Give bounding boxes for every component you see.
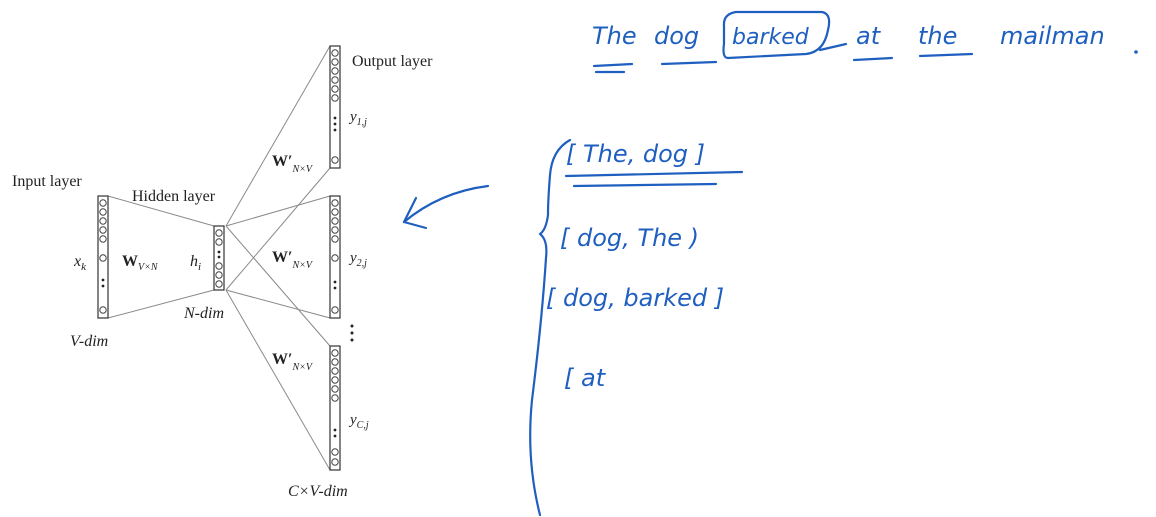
underline-dog [662,62,716,64]
output-vector-1 [330,46,340,168]
sentence-word-5: the [918,22,958,50]
output-vector-3 [330,346,340,470]
wire-hidden-out2-bottom [226,290,330,318]
network-diagram [12,46,433,500]
sentence-word-6: mailman [1000,22,1105,50]
sentence-word-3: barked [732,25,809,50]
underline-at [854,58,892,60]
input-dim-label: V-dim [70,333,109,350]
output-ellipsis [351,325,354,342]
wire-hidden-out2-top [226,196,330,226]
underline-pair-1a [566,172,742,176]
pair-3: [ dog, barked ] [546,284,725,312]
output-variable-2: $y_{2,j}$ [350,250,367,269]
input-variable: $x_k$ [74,253,86,273]
input-layer-label: Input layer [12,173,82,190]
wire-hidden-out1-top [226,46,330,226]
pair-4: [ at [564,364,606,392]
output-weight-matrix-1: $W'_{N\times V}$ [272,153,313,175]
sentence-period [1134,50,1138,54]
hidden-layer-label: Hidden layer [132,188,216,205]
handwritten-notes [404,12,1138,515]
sentence-word-2: dog [654,22,700,50]
target-word-tick [820,44,846,50]
output-variable-1: $y_{1,j}$ [350,109,367,128]
underline-pair-1b [574,184,716,186]
pair-1: [ The, dog ] [566,140,706,168]
output-layer-label: Output layer [352,53,433,70]
input-weight-matrix: $W_{V\times N}$ [122,253,158,273]
underline-the-2nd [920,54,972,56]
sentence-word-1: The [592,22,637,50]
wire-hidden-out3-bottom [226,290,330,470]
sentence-word-4: at [856,22,881,50]
arrow-shaft [404,186,488,222]
hidden-dim-label: N-dim [184,305,224,322]
output-vector-2 [330,196,340,318]
hidden-variable: $h_i$ [190,253,202,273]
output-weight-matrix-2: $W'_{N\times V}$ [272,249,313,271]
output-dim-label: C×V-dim [288,483,348,500]
output-variable-3: $y_{C,j}$ [350,412,369,431]
output-weight-matrix-3: $W'_{N\times V}$ [272,351,313,373]
underline-the-1 [594,64,632,66]
pair-2: [ dog, The ) [560,224,700,252]
wire-hidden-out1-bottom [226,168,330,290]
input-layer-vector [98,196,108,318]
pairs-brace [530,140,570,515]
wire-hidden-out3-top [226,226,330,346]
hidden-layer-vector [214,226,224,290]
